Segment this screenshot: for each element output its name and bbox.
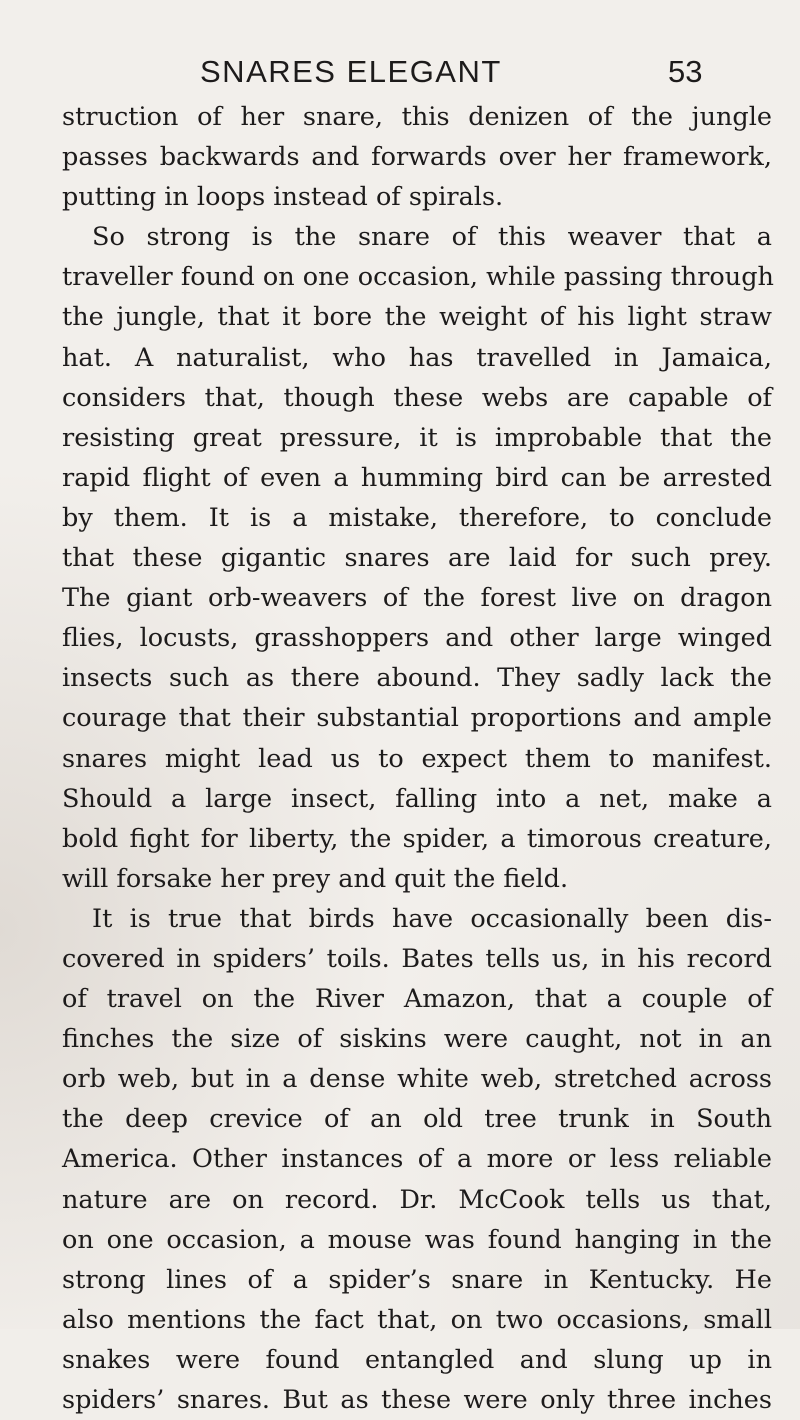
text-line: flies, locusts, grasshoppers and other large winged bbox=[62, 623, 772, 654]
text-line: bold fight for liberty, the spider, a timorous creature, bbox=[62, 823, 772, 854]
text-line: America. Other instances of a more or less reliable bbox=[62, 1144, 772, 1175]
text-line: hat. A naturalist, who has travelled in Jamaica, bbox=[62, 342, 772, 373]
paragraph-start-line: It is true that birds have occasionally been dis- bbox=[92, 903, 772, 934]
text-line: snakes were found entangled and slung up in bbox=[62, 1344, 772, 1375]
paragraph-start-line: So strong is the snare of this weaver that a bbox=[92, 222, 772, 253]
text-line: insects such as there abound. They sadly lack the bbox=[62, 663, 772, 694]
page-number: 53 bbox=[668, 54, 703, 89]
text-line: rapid flight of even a humming bird can be arrested bbox=[62, 462, 772, 493]
running-head: SNARES ELEGANT bbox=[200, 54, 502, 89]
text-line: by them. It is a mistake, therefore, to conclude bbox=[62, 502, 772, 533]
text-line: resisting great pressure, it is improbable that the bbox=[62, 422, 772, 453]
text-line: considers that, though these webs are capable of bbox=[62, 382, 772, 413]
text-line: struction of her snare, this denizen of the jungle bbox=[62, 102, 772, 132]
text-line: the deep crevice of an old tree trunk in South bbox=[62, 1104, 772, 1135]
text-line: The giant orb-weavers of the forest live on dragon bbox=[62, 583, 772, 614]
text-line: also mentions the fact that, on two occasions, small bbox=[62, 1304, 772, 1335]
text-line: courage that their substantial proportions and ample bbox=[62, 703, 772, 734]
text-line: the jungle, that it bore the weight of his light straw bbox=[62, 302, 772, 333]
text-line: of travel on the River Amazon, that a couple of bbox=[62, 984, 772, 1015]
text-line: finches the size of siskins were caught, not in an bbox=[62, 1024, 772, 1055]
text-line: snares might lead us to expect them to manifest. bbox=[62, 743, 772, 774]
text-line: putting in loops instead of spirals. bbox=[62, 182, 504, 213]
text-line: will forsake her prey and quit the field. bbox=[62, 863, 569, 894]
text-line: nature are on record. Dr. McCook tells us that, bbox=[62, 1184, 772, 1215]
text-line: strong lines of a spider’s snare in Kentucky. He bbox=[62, 1264, 772, 1295]
text-line: orb web, but in a dense white web, stretched across bbox=[62, 1064, 772, 1095]
body-text bbox=[62, 97, 772, 1420]
text-line: passes backwards and forwards over her framework, bbox=[62, 142, 772, 173]
text-line: covered in spiders’ toils. Bates tells us, in his record bbox=[62, 943, 772, 974]
text-line: Should a large insect, falling into a net, make a bbox=[62, 783, 772, 814]
page-header bbox=[0, 52, 800, 92]
text-line: on one occasion, a mouse was found hanging in the bbox=[62, 1224, 772, 1255]
text-line: traveller found on one occasion, while passing through bbox=[62, 262, 774, 293]
text-line: that these gigantic snares are laid for such prey. bbox=[62, 543, 772, 574]
text-line: spiders’ snares. But as these were only three inches bbox=[62, 1385, 772, 1415]
